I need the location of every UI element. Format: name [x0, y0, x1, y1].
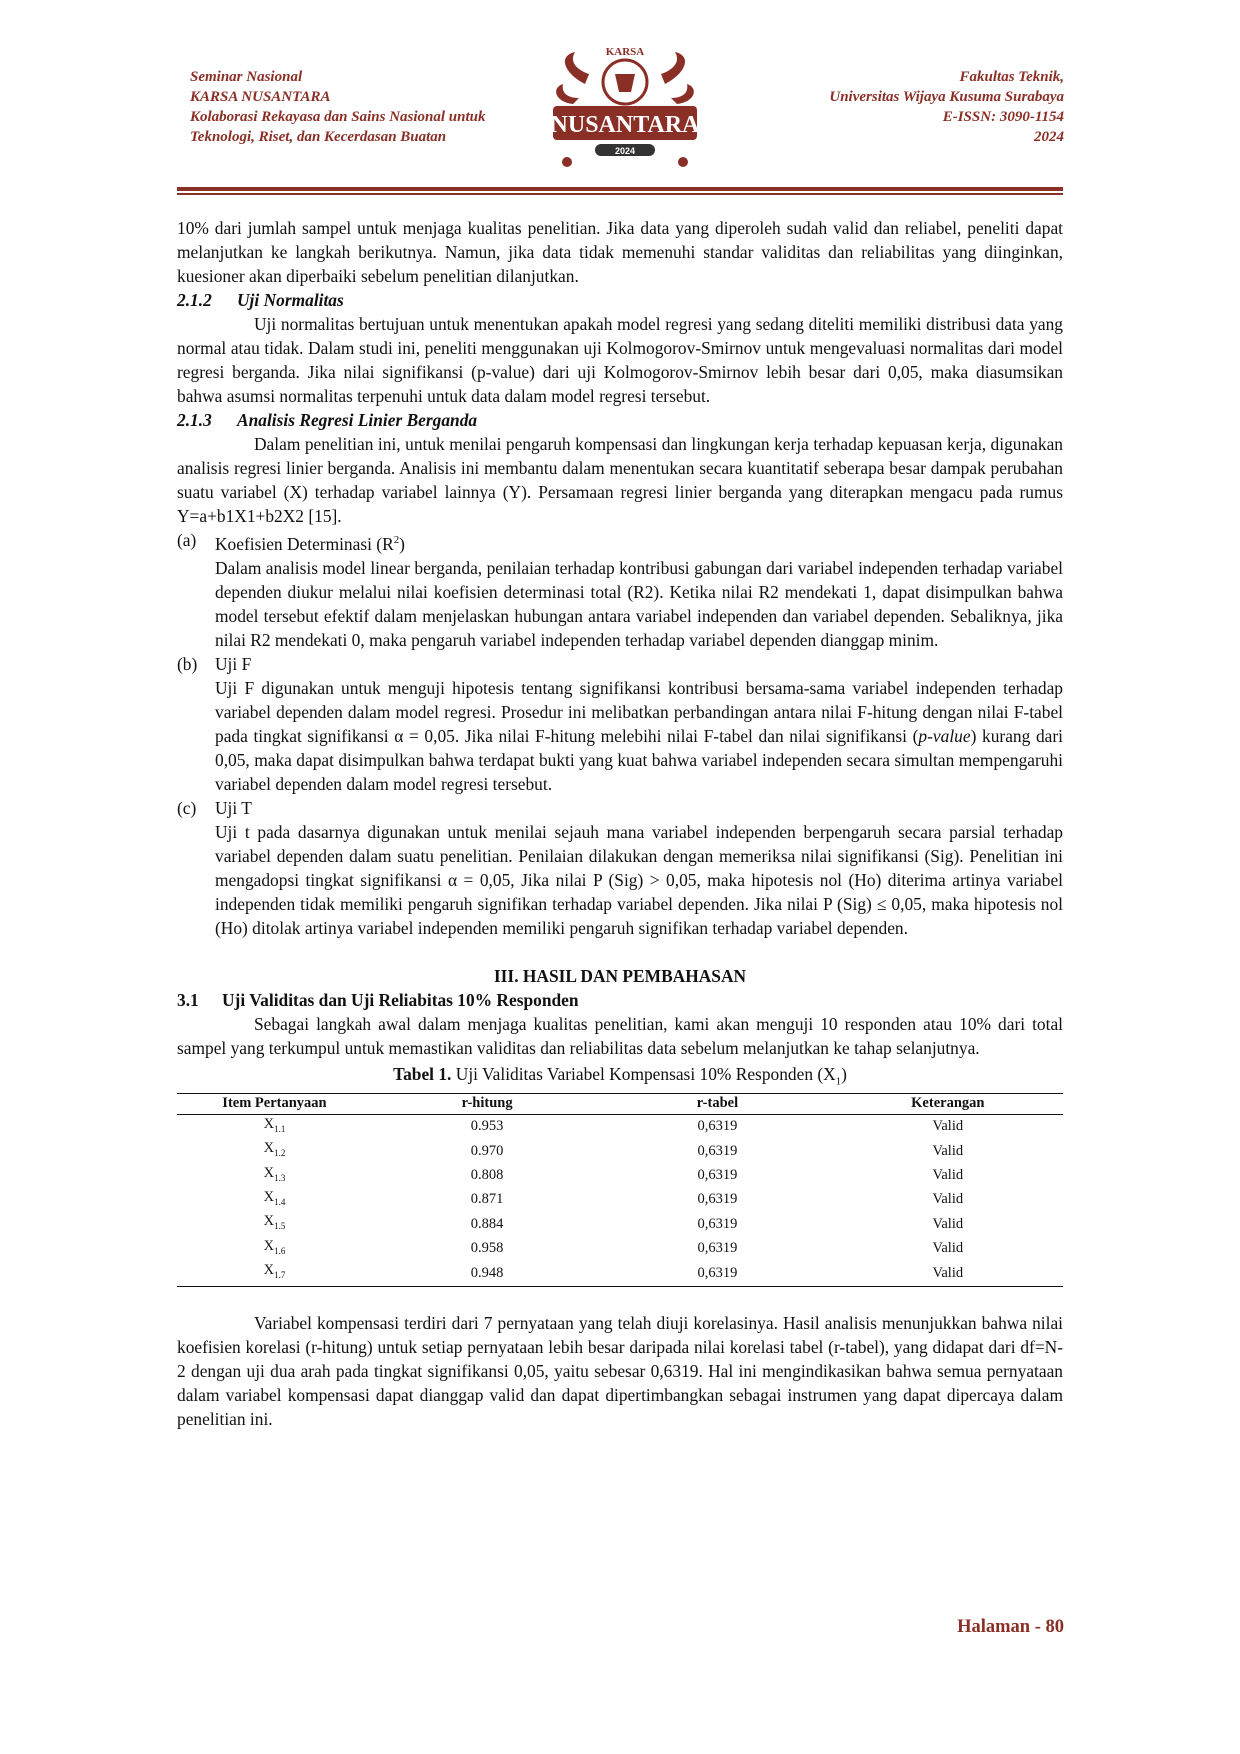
- table-header: r-tabel: [602, 1094, 832, 1115]
- header-left: [190, 67, 486, 147]
- list-item-b: [177, 652, 1063, 796]
- list-item-text: Uji F digunakan untuk menguji hipotesis tentang signifikansi kontribusi bersama-sama variabel independen terhadap variabel dependen dalam model regresi. Prosedur ini melibatkan perbandingan antara nilai F-hitung dengan nilai F-tabel pada tingkat signifikansi α = 0,05. Jika nilai F-hitung melebihi nilai F-tabel dan nilai signifikansi (p-value) kurang dari 0,05, maka dapat disimpulkan bahwa terdapat bukti yang kuat bahwa variabel independen secara simultan mempengaruhi variabel dependen dalam model regresi tersebut.: [215, 677, 1063, 794]
- header-right-line: Fakultas Teknik,: [959, 69, 1064, 85]
- paragraph: 10% dari jumlah sampel untuk menjaga kualitas penelitian. Jika data yang diperoleh sudah valid dan reliabel, peneliti dapat melanjutkan ke langkah berikutnya. Namun, jika data tidak memenuhi standar validitas dan reliabilitas yang diinginkan, kuesioner akan diperbaiki sebelum penelitian dilanjutkan.: [177, 218, 1063, 286]
- table-row: $X_{1.3}$ 0.808 0,6319 Valid: [263, 1164, 964, 1183]
- header-left-line: KARSA NUSANTARA: [190, 89, 331, 105]
- table-row: $X_{1.5}$ 0.884 0,6319 Valid: [263, 1213, 964, 1232]
- paragraph: Uji normalitas bertujuan untuk menentukan apakah model regresi yang sedang diteliti memiliki distribusi data yang normal atau tidak. Dalam studi ini, peneliti menggunakan uji Kolmogorov-Smirnov untuk mengevaluasi normalitas dari model regresi berganda. Jika nilai signifikansi (p-value) dari uji Kolmogorov-Smirnov lebih besar dari 0,05, maka diasumsikan bahwa asumsi normalitas terpenuhi untuk data dalam model regresi tersebut.: [177, 314, 1063, 406]
- paragraph: Sebagai langkah awal dalam menjaga kualitas penelitian, kami akan menguji 10 responden atau 10% dari total sampel yang terkumpul untuk memastikan validitas dan reliabilitas data sebelum melanjutkan ke tahap selanjutnya.: [177, 1013, 1063, 1058]
- header-right-line: Universitas Wijaya Kusuma Surabaya: [829, 89, 1064, 105]
- header-left-line: Seminar Nasional: [190, 69, 303, 85]
- list-item-text: Dalam analisis model linear berganda, penilaian terhadap kontribusi gabungan dari variabel independen terhadap variabel dependen diukur melalui nilai koefisien determinasi total (R2). Ketika nilai R2 mendekati 1, dapat disimpulkan bahwa model tersebut efektif dalam menjelaskan hubungan antara variabel independen dan variabel dependen. Sebaliknya, jika nilai R2 mendekati 0, maka pengaruh variabel independen terhadap variabel dependen dianggap minim.: [215, 557, 1063, 650]
- validity-table: [177, 1093, 1063, 1286]
- list-item-title: Uji F: [215, 653, 252, 674]
- subsection-heading-2-1-3: 2.1.3 Analisis Regresi Linier Berganda: [177, 410, 478, 430]
- list-marker: (a): [177, 530, 197, 550]
- list-item-a: [177, 528, 1063, 652]
- table-header: Keterangan: [833, 1094, 1063, 1115]
- header-left-line: Teknologi, Riset, dan Kecerdasan Buatan: [190, 129, 447, 145]
- header-right-line: 2024: [1034, 129, 1064, 145]
- table-row: $X_{1.7}$ 0.948 0,6319 Valid: [177, 1261, 1063, 1286]
- list-item-title: Koefisien Determinasi $(R^2)$: [215, 533, 405, 554]
- list-item-c: [177, 796, 1063, 940]
- table-row: $X_{1.4}$ 0.871 0,6319 Valid: [263, 1188, 964, 1208]
- subsection-heading-2-1-2: 2.1.2 Uji Normalitas: [177, 290, 344, 310]
- header-rule-thin: [177, 193, 1063, 195]
- subsection-heading-3-1: 3.1 Uji Validitas dan Uji Reliabitas 10% Responden: [177, 989, 579, 1010]
- paragraph: Dalam penelitian ini, untuk menilai pengaruh kompensasi dan lingkungan kerja terhadap kepuasan kerja, digunakan analisis regresi linier berganda. Analisis ini membantu dalam menentukan secara kuantitatif seberapa besar dampak perubahan suatu variabel (X) terhadap variabel lainnya (Y). Persamaan regresi linier berganda yang diterapkan mengacu pada rumus Y=a+b1X1+b2X2 [15].: [177, 434, 1063, 526]
- table-caption: Tabel 1. Uji Validitas Variabel Kompensasi 10% Responden $(X_1)$: [393, 1063, 847, 1088]
- table-row: $X_{1.1}$ 0.953 0,6319 Valid: [263, 1115, 964, 1135]
- logo-nusantara-text: NUSANTARA: [550, 112, 700, 138]
- list-item-text: Uji t pada dasarnya digunakan untuk menilai sejauh mana variabel independen berpengaruh secara parsial terhadap variabel dependen dalam suatu penelitian. Penilaian dilakukan dengan memeriksa nilai signifikansi (Sig). Penelitian ini mengadopsi tingkat signifikansi α = 0,05, Jika nilai P (Sig) > 0,05, maka hipotesis nol (Ho) diterima artinya variabel independen tidak memiliki pengaruh signifikan terhadap variabel dependen. Jika nilai P (Sig) ≤ 0,05, maka hipotesis nol (Ho) ditolak artinya variabel independen memiliki pengaruh signifikan terhadap variabel dependen.: [215, 821, 1063, 938]
- list-item-title: Uji T: [215, 797, 252, 818]
- logo-karsa-text: KARSA: [605, 46, 645, 58]
- list-marker: (b): [177, 653, 198, 674]
- header-right: [829, 67, 1064, 147]
- table-header: Item Pertanyaan: [177, 1094, 372, 1115]
- section-heading: III. HASIL DAN PEMBAHASAN: [493, 965, 747, 986]
- header-right-line: E-ISSN: 3090-1154: [942, 109, 1064, 125]
- page-content: [177, 216, 1063, 1431]
- table-row: $X_{1.2}$ 0.970 0,6319 Valid: [263, 1140, 964, 1159]
- karsa-nusantara-logo: [545, 44, 705, 174]
- paragraph: Variabel kompensasi terdiri dari 7 pernyataan yang telah diuji korelasinya. Hasil analisis menunjukkan bahwa nilai koefisien korelasi (r-hitung) untuk setiap pernyataan lebih besar daripada nilai korelasi tabel (r-tabel), yang didapat dari df=N-2 dengan uji dua arah pada tingkat signifikansi 0,05, yaitu sebesar 0,6319. Hal ini mengindikasikan bahwa semua pernyataan dalam variabel kompensasi dapat dianggap valid dan dapat dipertimbangkan sebagai instrumen yang dapat dipercaya dalam penelitian ini.: [177, 1312, 1063, 1429]
- page-number: Halaman - 80: [957, 1617, 1064, 1637]
- header-left-line: Kolaborasi Rekayasa dan Sains Nasional untuk: [190, 109, 486, 125]
- table-header: r-hitung: [372, 1094, 602, 1115]
- list-marker: (c): [177, 797, 197, 818]
- table-row: $X_{1.6}$ 0.958 0,6319 Valid: [263, 1237, 964, 1257]
- logo-year-text: 2024: [614, 146, 636, 156]
- header-rule-thick: [177, 187, 1063, 191]
